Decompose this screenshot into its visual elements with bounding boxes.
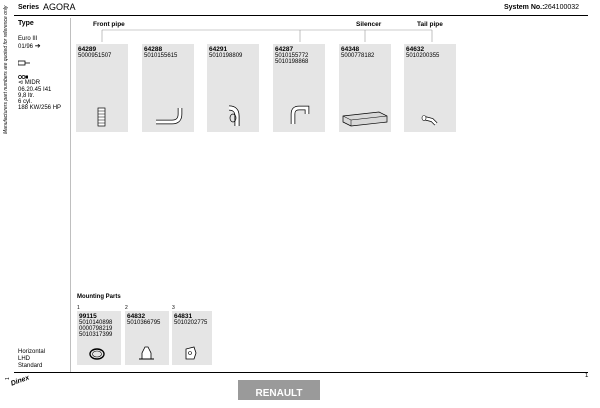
displacement: 9,8 ltr. [18,93,35,99]
part-number: 64632 [406,46,425,53]
part-number: 64291 [209,46,228,53]
dinex-logo: Dinex [10,374,31,388]
connector-lines [0,0,600,50]
part-ref: 5000951507 [78,53,112,59]
part-ref: 5010366795 [127,320,161,326]
mounting-card[interactable] [77,311,121,365]
engine-icon: ⊲ [18,80,24,86]
part-ref: 5010155615 [144,53,178,59]
engine-code-row [18,80,40,87]
part-ref: 5010200355 [406,53,440,59]
part-ref: 5010198868 [275,59,309,65]
hanger-icon [125,343,169,363]
part-number: 64348 [341,46,360,53]
tail-pipe-icon [404,106,456,130]
bent-pipe-icon [142,102,194,130]
footer-rule [14,372,588,373]
euro-label: Euro III [18,36,38,42]
part-number: 64289 [78,46,97,53]
type-label: Type [18,20,34,27]
part-number: 99115 [79,313,97,320]
mounting-card[interactable] [125,311,169,365]
part-ref: 5000778182 [341,53,375,59]
mounting-index: 2 [125,305,128,311]
series-value: AGORA [43,2,76,12]
date-value: 01/96 [18,44,34,50]
part-ref: 5010198809 [209,53,243,59]
part-number: 64832 [127,313,146,320]
part-card[interactable] [339,44,391,132]
part-card[interactable] [142,44,194,132]
part-card[interactable] [76,44,128,132]
part-ref: 5010155772 [275,53,309,59]
clamp-icon [77,345,121,363]
config-drive: LHD [18,356,31,362]
mounting-index: 3 [172,305,175,311]
s-pipe-icon [273,102,325,130]
brand-name: RENAULT [255,388,303,399]
power: 188 KW/256 HP [18,105,62,111]
part-number: 64287 [275,46,294,53]
mounting-label: Mounting Parts [77,294,121,300]
config-variant: Standard [18,363,43,369]
flex-pipe-icon [76,100,128,130]
part-number: 64831 [174,313,193,320]
engine-code: MIDR [24,80,41,86]
elbow-pipe-icon [207,102,259,130]
part-card[interactable] [273,44,325,132]
front-pipe-label: Front pipe [93,21,125,28]
part-ref: 0000798219 [79,326,113,332]
page-number-left: 1 [5,377,11,380]
part-ref: 5010202775 [174,320,208,326]
system-value: 264100032 [544,4,580,11]
cylinders: 6 cyl. [18,99,33,105]
column-divider [70,18,71,372]
mounting-card[interactable] [172,311,212,365]
config-orientation: Horizontal [18,349,46,355]
silencer-icon [339,104,391,130]
series-label: Series [18,4,40,11]
bracket-icon [172,343,212,363]
system-label: System No.: [504,4,545,11]
brand-banner [238,380,320,400]
side-note: Manufacturers part numbers are quoted for reference only [3,5,9,134]
arrow-right-icon: ➔ [34,43,41,50]
page-number-right: 1 [585,373,589,379]
part-card[interactable] [404,44,456,132]
engine-number: 06.20.45 I41 [18,87,52,93]
tail-pipe-label: Tail pipe [417,21,443,28]
part-number: 64288 [144,46,163,53]
part-ref: 5010317399 [79,332,113,338]
part-card[interactable] [207,44,259,132]
silencer-label: Silencer [356,21,382,28]
mounting-index: 1 [77,305,80,311]
part-ref: 5010140898 [79,320,113,326]
